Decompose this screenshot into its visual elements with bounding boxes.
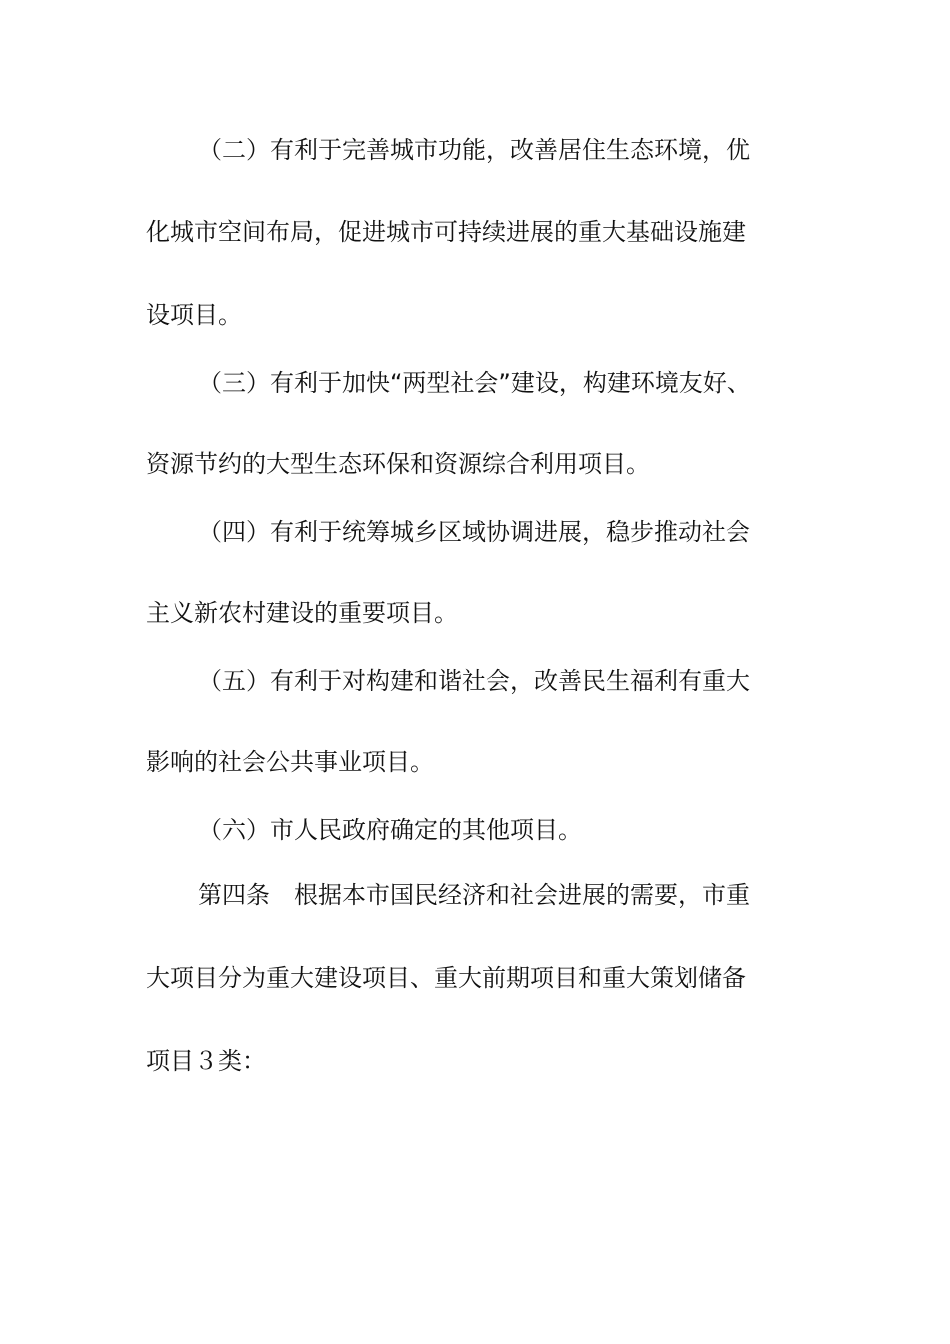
paragraph-line: 资源节约的大型生态环保和资源综合利用项目。 <box>146 450 650 478</box>
paragraph-line: （二）有利于完善城市功能，改善居住生态环境，优 <box>198 136 750 164</box>
paragraph-line: （四）有利于统筹城乡区域协调进展，稳步推动社会 <box>198 518 750 546</box>
paragraph-line: 项目３类： <box>146 1047 266 1075</box>
paragraph-line: 主义新农村建设的重要项目。 <box>146 599 458 627</box>
paragraph-line: （三）有利于加快“两型社会”建设，构建环境友好、 <box>198 369 751 397</box>
paragraph-line: 大项目分为重大建设项目、重大前期项目和重大策划储备 <box>146 964 746 992</box>
paragraph-line: 化城市空间布局，促进城市可持续进展的重大基础设施建 <box>146 218 746 246</box>
article-heading-line: 第四条 根据本市国民经济和社会进展的需要，市重 <box>198 881 750 909</box>
paragraph-line: 影响的社会公共事业项目。 <box>146 748 434 776</box>
paragraph-line: （六）市人民政府确定的其他项目。 <box>198 816 582 844</box>
paragraph-line: 设项目。 <box>146 301 242 329</box>
paragraph-line: （五）有利于对构建和谐社会，改善民生福利有重大 <box>198 667 750 695</box>
